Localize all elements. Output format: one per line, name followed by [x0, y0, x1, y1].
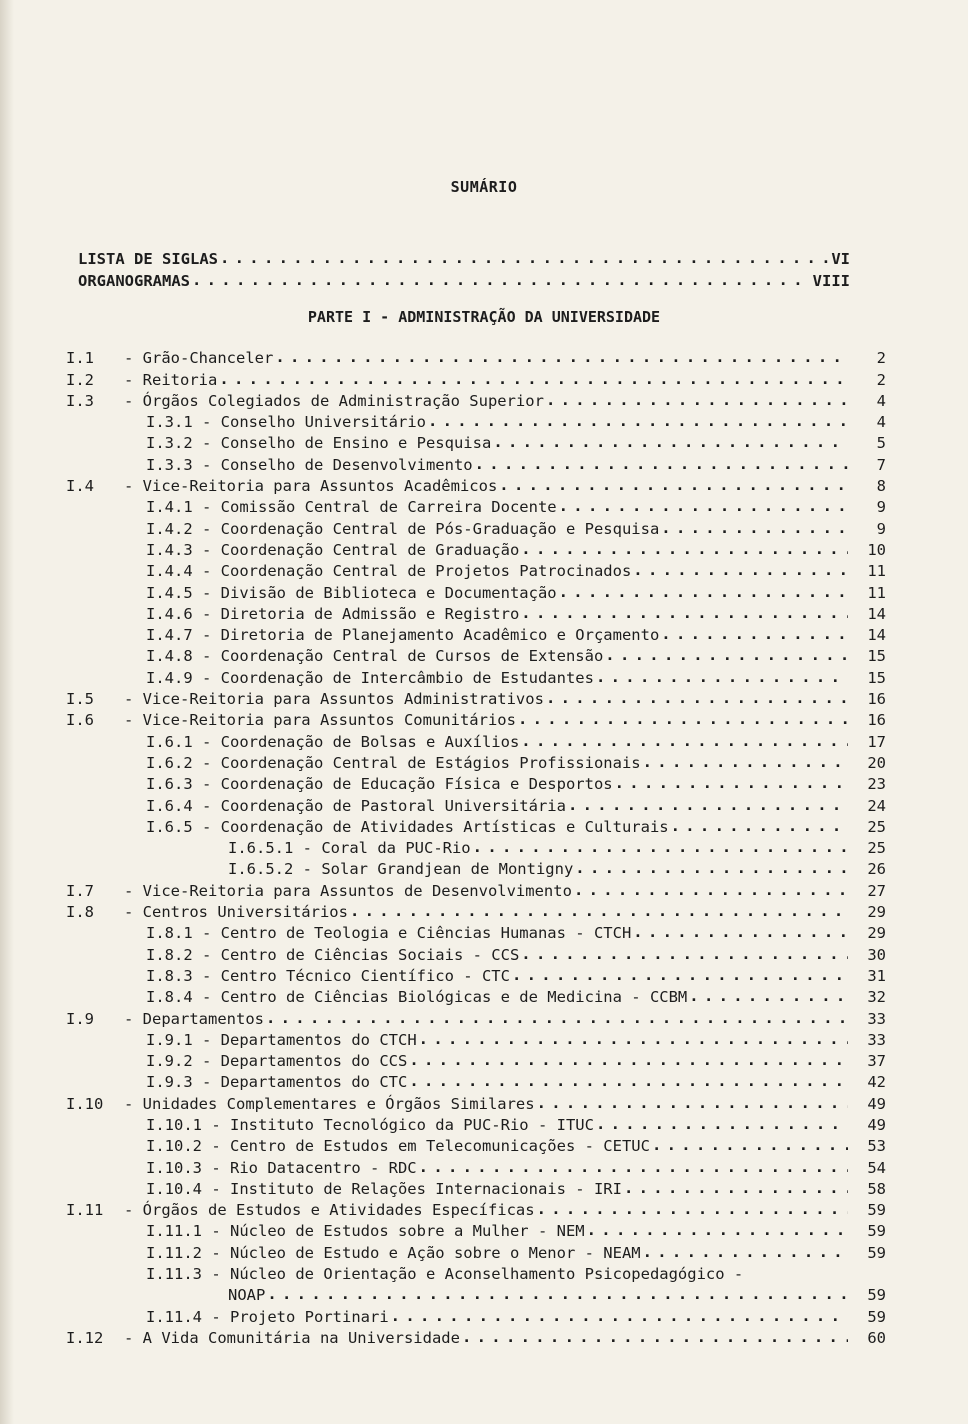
entry-number: I.3.2 [146, 434, 193, 453]
entry-page: 59 [867, 1286, 886, 1305]
entry-number: I.6.4 [146, 796, 193, 815]
toc-entry [66, 836, 886, 857]
toc-entry [66, 1113, 886, 1134]
entry-number: I.4.5 [146, 583, 193, 602]
entry-label: - Departamentos [124, 1009, 264, 1028]
entry-page: 11 [867, 583, 886, 602]
dot-leader [521, 734, 848, 748]
entry-page: 20 [867, 753, 886, 772]
entry-page: 11 [867, 562, 886, 581]
table-of-contents [66, 346, 886, 1347]
entry-page: 2 [876, 349, 886, 368]
entry-number: I.5 [66, 690, 94, 709]
entry-label: - Coordenação Central de Projetos Patrocinados [202, 562, 632, 581]
dot-leader [537, 1202, 848, 1216]
entry-page: 25 [867, 817, 886, 836]
dot-leader [391, 1309, 848, 1323]
entry-page: 2 [876, 370, 886, 389]
toc-entry [66, 644, 886, 665]
entry-page: 29 [867, 903, 886, 922]
dot-leader [587, 1223, 848, 1237]
toc-entry [66, 857, 886, 878]
dot-leader [521, 606, 848, 620]
dot-leader [275, 350, 848, 364]
entry-label: - Grão-Chanceler [124, 349, 274, 368]
toc-entry [66, 900, 886, 921]
entry-label: - Conselho de Desenvolvimento [202, 455, 473, 474]
entry-number: I.9 [66, 1009, 94, 1028]
entry-number: I.4.4 [146, 562, 193, 581]
toc-entry [78, 246, 850, 268]
part-heading: PARTE I - ADMINISTRAÇÃO DA UNIVERSIDADE [307, 308, 661, 326]
toc-entry [66, 665, 886, 686]
entry-page: 42 [867, 1073, 886, 1092]
entry-number: I.11 [66, 1201, 104, 1220]
toc-entry [66, 516, 886, 537]
entry-label: - Coordenação de Pastoral Universitária [202, 796, 566, 815]
entry-label: - Coordenação Central de Graduação [202, 540, 520, 559]
entry-number: I.4.8 [146, 647, 193, 666]
entry-label: - Centros Universitários [124, 903, 348, 922]
dot-leader [661, 627, 848, 641]
entry-number: I.3 [66, 391, 94, 410]
entry-label: - Núcleo de Orientação e Aconselhamento Psicopedagógico - [211, 1265, 744, 1284]
dot-leader [596, 1117, 848, 1131]
entry-label: - Projeto Portinari [211, 1307, 389, 1326]
entry-number: I.7 [66, 881, 94, 900]
entry-page: 4 [876, 391, 886, 410]
entry-page: 32 [867, 988, 886, 1007]
entry-label: - Coordenação de Atividades Artísticas e Culturais [202, 817, 669, 836]
entry-label: - Vice-Reitoria para Assuntos Administrativos [124, 690, 544, 709]
entry-label: - Centro de Estudos em Telecomunicações - CETUC [211, 1137, 650, 1156]
dot-leader [546, 691, 848, 705]
dot-leader [615, 776, 848, 790]
entry-label: - Divisão de Biblioteca e Documentação [202, 583, 557, 602]
entry-label: NOAP [228, 1286, 266, 1305]
entry-label: - Reitoria [124, 370, 218, 389]
entry-number: I.8.2 [146, 945, 193, 964]
dot-leader [493, 435, 848, 449]
entry-number: I.6.3 [146, 775, 193, 794]
toc-entry [66, 964, 886, 985]
entry-label: LISTA DE SIGLAS [78, 250, 218, 268]
dot-leader [220, 251, 829, 265]
entry-page: 9 [876, 498, 886, 517]
toc-entry [66, 367, 886, 388]
toc-entry [66, 793, 886, 814]
entry-label: - Conselho de Ensino e Pesquisa [202, 434, 492, 453]
dot-leader [462, 1330, 848, 1344]
entry-label: - Coordenação de Bolsas e Auxílios [202, 732, 520, 751]
entry-label: - Centro de Teologia e Ciências Humanas - CTCH [202, 924, 632, 943]
entry-page: 59 [867, 1243, 886, 1262]
entry-page: 15 [867, 647, 886, 666]
entry-number: I.6.5 [146, 817, 193, 836]
entry-number: I.4.7 [146, 626, 193, 645]
entry-number: I.8.3 [146, 966, 193, 985]
entry-page: 59 [867, 1222, 886, 1241]
entry-label: - A Vida Comunitária na Universidade [124, 1328, 460, 1347]
toc-entry [66, 559, 886, 580]
toc-entry [66, 942, 886, 963]
entry-number: I.3.1 [146, 413, 193, 432]
entry-label: - Diretoria de Planejamento Acadêmico e Orçamento [202, 626, 660, 645]
dot-leader [689, 989, 848, 1003]
toc-entry [66, 389, 886, 410]
toc-entry [66, 687, 886, 708]
entry-label: - Vice-Reitoria para Assuntos de Desenvolvimento [124, 881, 572, 900]
entry-number: I.10.2 [146, 1137, 202, 1156]
dot-leader [512, 968, 848, 982]
entry-label: - Solar Grandjean de Montigny [302, 860, 574, 879]
entry-number: I.12 [66, 1328, 104, 1347]
entry-number: I.8.4 [146, 988, 193, 1007]
entry-page: 14 [867, 604, 886, 623]
toc-entry [66, 1198, 886, 1219]
dot-leader [409, 1053, 848, 1067]
dot-leader [499, 478, 848, 492]
entry-label: - Instituto de Relações Internacionais - IRI [211, 1179, 622, 1198]
dot-leader [605, 648, 848, 662]
entry-page: 33 [867, 1030, 886, 1049]
entry-page: 9 [876, 519, 886, 538]
toc-entry [66, 1006, 886, 1027]
dot-leader [559, 499, 848, 513]
entry-page: 58 [867, 1179, 886, 1198]
toc-entry [66, 623, 886, 644]
entry-number: I.4.1 [146, 498, 193, 517]
toc-entry [66, 580, 886, 601]
entry-page: 5 [876, 434, 886, 453]
toc-entry [66, 1070, 886, 1091]
entry-label: - Coordenação Central de Cursos de Extensão [202, 647, 604, 666]
entry-number: I.4 [66, 477, 94, 496]
entry-number: I.1 [66, 349, 94, 368]
entry-page: VIII [812, 272, 850, 290]
entry-number: I.6.1 [146, 732, 193, 751]
toc-entry [66, 815, 886, 836]
toc-entry [66, 1028, 886, 1049]
entry-number: I.4.3 [146, 540, 193, 559]
entry-page: 33 [867, 1009, 886, 1028]
entry-number: I.9.3 [146, 1073, 193, 1092]
entry-label: - Vice-Reitoria para Assuntos Comunitários [124, 711, 516, 730]
entry-page: 59 [867, 1201, 886, 1220]
dot-leader [267, 1287, 848, 1301]
toc-entry [66, 751, 886, 772]
entry-page: 25 [867, 839, 886, 858]
entry-number: I.10.1 [146, 1115, 202, 1134]
toc-entry [66, 346, 886, 367]
entry-number: I.6 [66, 711, 94, 730]
toc-entry [78, 268, 850, 290]
entry-label: - Coordenação Central de Estágios Profissionais [202, 753, 641, 772]
dot-leader [624, 1181, 848, 1195]
dot-leader [661, 521, 848, 535]
entry-page: 15 [867, 668, 886, 687]
dot-leader [219, 372, 848, 386]
entry-page: VI [831, 250, 850, 268]
dot-leader [643, 755, 848, 769]
page-edge-shadow [0, 0, 14, 1424]
entry-label: - Coordenação Central de Pós-Graduação e Pesquisa [202, 519, 660, 538]
entry-label: - Centro Técnico Científico - CTC [202, 966, 510, 985]
dot-leader [546, 393, 848, 407]
dot-leader [575, 861, 848, 875]
entry-page: 16 [867, 711, 886, 730]
dot-leader [473, 840, 848, 854]
toc-entry [66, 538, 886, 559]
entry-label: - Instituto Tecnológico da PUC-Rio - ITUC [211, 1115, 594, 1134]
toc-entry [66, 495, 886, 516]
toc-entry [66, 1219, 886, 1240]
dot-leader [568, 798, 848, 812]
entry-number: I.10 [66, 1094, 104, 1113]
entry-number: I.9.1 [146, 1030, 193, 1049]
dot-leader [419, 1160, 848, 1174]
entry-label: - Rio Datacentro - RDC [211, 1158, 417, 1177]
toc-entry [66, 1326, 886, 1347]
dot-leader [596, 670, 848, 684]
entry-label: - Coordenação de Intercâmbio de Estudantes [202, 668, 594, 687]
entry-label: - Departamentos do CTCH [202, 1030, 417, 1049]
entry-label: - Centro de Ciências Biológicas e de Medicina - CCBM [202, 988, 688, 1007]
toc-entry [66, 1091, 886, 1112]
toc-entry [66, 1262, 886, 1283]
entry-page: 16 [867, 690, 886, 709]
entry-number: I.11.1 [146, 1222, 202, 1241]
toc-entry [66, 431, 886, 452]
dot-leader [266, 1011, 848, 1025]
toc-entry [66, 708, 886, 729]
entry-number: I.4.2 [146, 519, 193, 538]
entry-page: 24 [867, 796, 886, 815]
entry-number: I.4.9 [146, 668, 193, 687]
entry-label: - Conselho Universitário [202, 413, 426, 432]
entry-label: ORGANOGRAMAS [78, 272, 190, 290]
entry-number: I.11.4 [146, 1307, 202, 1326]
entry-page: 31 [867, 966, 886, 985]
entry-page: 8 [876, 477, 886, 496]
toc-entry [66, 1240, 886, 1261]
entry-label: - Diretoria de Admissão e Registro [202, 604, 520, 623]
dot-leader [652, 1138, 848, 1152]
entry-page: 53 [867, 1137, 886, 1156]
dot-leader [419, 1032, 848, 1046]
entry-page: 26 [867, 860, 886, 879]
toc-entry [66, 1134, 886, 1155]
dot-leader [671, 819, 848, 833]
entry-page: 27 [867, 881, 886, 900]
entry-number: I.10.4 [146, 1179, 202, 1198]
entry-label: - Vice-Reitoria para Assuntos Acadêmicos [124, 477, 498, 496]
entry-number: I.11.3 [146, 1265, 202, 1284]
toc-entry [66, 878, 886, 899]
dot-leader [633, 563, 848, 577]
dot-leader [559, 585, 848, 599]
dot-leader [643, 1245, 848, 1259]
toc-entry [66, 1049, 886, 1070]
entry-label: - Unidades Complementares e Órgãos Similares [124, 1094, 535, 1113]
entry-label: - Coordenação de Educação Física e Desportos [202, 775, 613, 794]
entry-number: I.10.3 [146, 1158, 202, 1177]
toc-entry [66, 1177, 886, 1198]
dot-leader [521, 542, 848, 556]
entry-page: 7 [876, 455, 886, 474]
dot-leader [409, 1074, 848, 1088]
entry-label: - Núcleo de Estudos sobre a Mulher - NEM [211, 1222, 585, 1241]
front-matter-list [78, 246, 850, 290]
entry-page: 54 [867, 1158, 886, 1177]
entry-page: 59 [867, 1307, 886, 1326]
entry-number: I.4.6 [146, 604, 193, 623]
entry-page: 60 [867, 1328, 886, 1347]
dot-leader [633, 925, 848, 939]
entry-page: 49 [867, 1115, 886, 1134]
entry-label: - Órgãos de Estudos e Atividades Específicas [124, 1201, 535, 1220]
entry-page: 49 [867, 1094, 886, 1113]
toc-entry [66, 985, 886, 1006]
toc-entry [66, 1304, 886, 1325]
dot-leader [521, 947, 848, 961]
entry-label: - Comissão Central de Carreira Docente [202, 498, 557, 517]
entry-label: - Centro de Ciências Sociais - CCS [202, 945, 520, 964]
toc-entry [66, 602, 886, 623]
dot-leader [537, 1096, 848, 1110]
toc-entry [66, 452, 886, 473]
entry-page: 17 [867, 732, 886, 751]
entry-number: I.2 [66, 370, 94, 389]
dot-leader [350, 904, 848, 918]
toc-entry [66, 921, 886, 942]
entry-number: I.6.5.1 [228, 839, 294, 858]
toc-entry [66, 1283, 886, 1304]
dot-leader [574, 883, 848, 897]
entry-page: 37 [867, 1052, 886, 1071]
page-title: SUMÁRIO [450, 178, 518, 196]
entry-number: I.9.2 [146, 1052, 193, 1071]
toc-entry [66, 772, 886, 793]
entry-page: 10 [867, 540, 886, 559]
toc-entry [66, 474, 886, 495]
entry-page: 30 [867, 945, 886, 964]
entry-number: I.6.2 [146, 753, 193, 772]
entry-label: - Departamentos do CCS [202, 1052, 408, 1071]
entry-label: - Departamentos do CTC [202, 1073, 408, 1092]
entry-number: I.6.5.2 [228, 860, 294, 879]
entry-number: I.11.2 [146, 1243, 202, 1262]
entry-label: - Órgãos Colegiados de Administração Superior [124, 391, 544, 410]
entry-label: - Coral da PUC-Rio [302, 839, 471, 858]
entry-page: 23 [867, 775, 886, 794]
toc-entry [66, 410, 886, 431]
dot-leader [518, 712, 848, 726]
toc-entry [66, 729, 886, 750]
entry-page: 29 [867, 924, 886, 943]
entry-page: 4 [876, 413, 886, 432]
dot-leader [428, 414, 848, 428]
entry-number: I.8 [66, 903, 94, 922]
toc-entry [66, 1155, 886, 1176]
dot-leader [192, 273, 811, 287]
dot-leader [475, 457, 848, 471]
entry-number: I.3.3 [146, 455, 193, 474]
entry-number: I.8.1 [146, 924, 193, 943]
entry-page: 14 [867, 626, 886, 645]
entry-label: - Núcleo de Estudo e Ação sobre o Menor - NEAM [211, 1243, 641, 1262]
